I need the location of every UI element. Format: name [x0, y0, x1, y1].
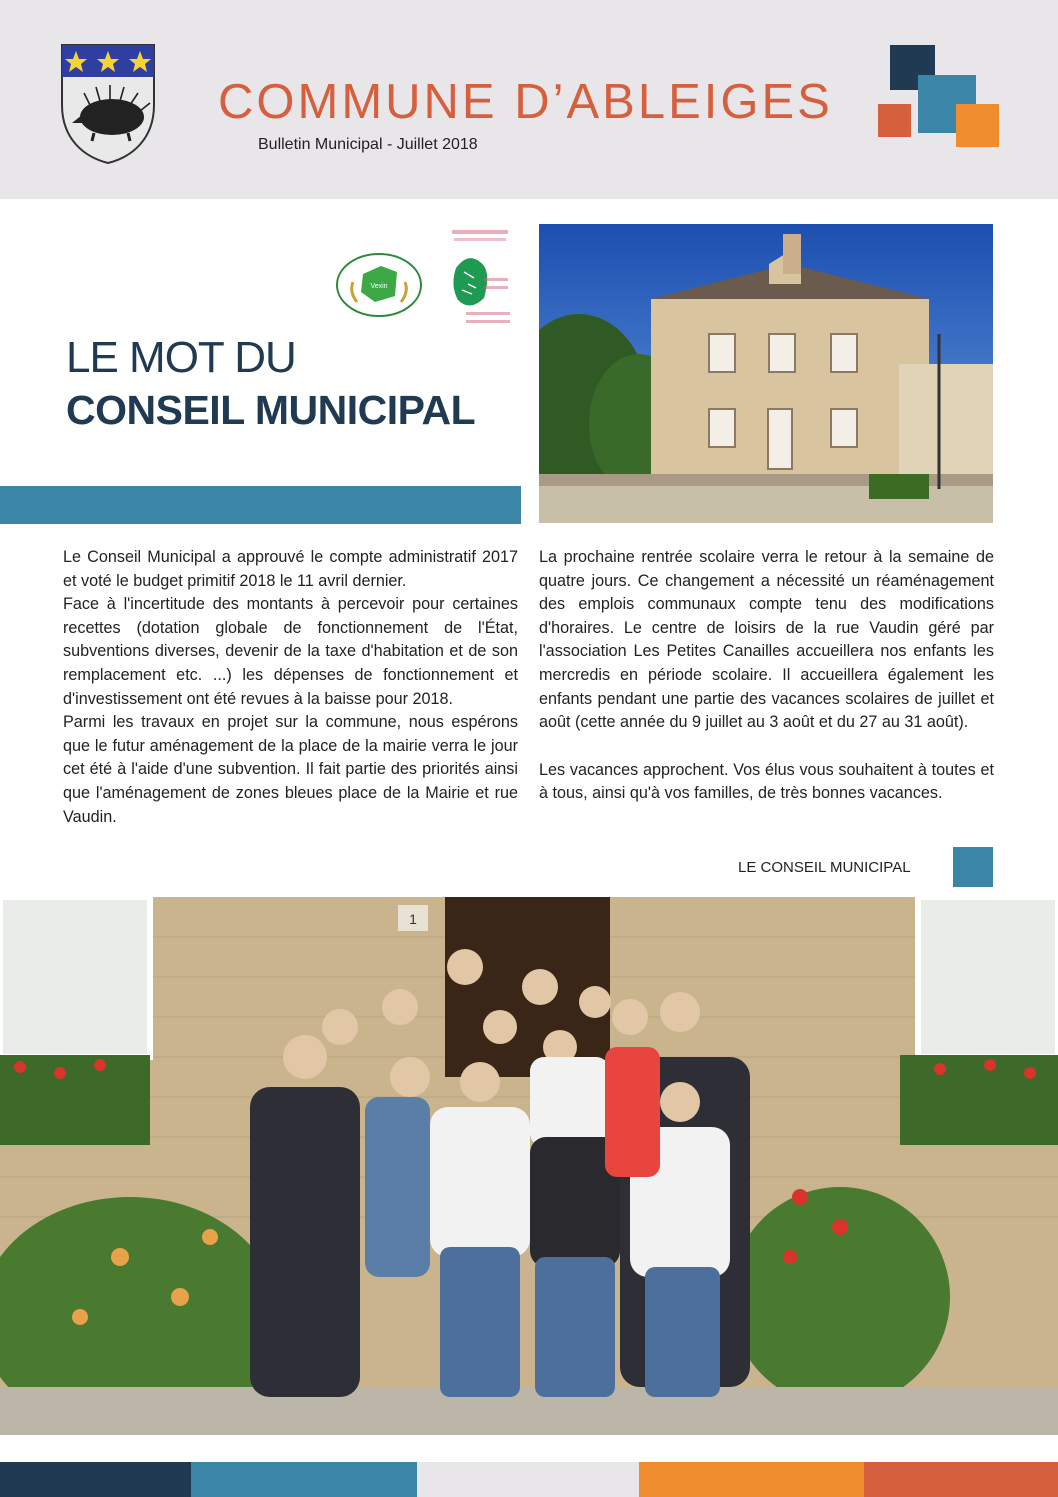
bulletin-subtitle: Bulletin Municipal - Juillet 2018 [258, 136, 478, 153]
town-hall-photo [539, 224, 993, 523]
article-paragraph: La prochaine rentrée scolaire verra le retour à la semaine de quatre jours. Ce changement a nécessité un réaménagement des emplois communaux compte tenu des modifications d'horaires. Le centre de loisirs de la rue Vaudin géré par l'association Les Petites Canailles accueillera nos enfants les mercredis en période scolaire. Il accueillera également les enfants pendant une partie des vacances scolaires de juillet et août (cette année du 9 juillet au 3 août et du 27 au 31 août). [539, 548, 994, 732]
article-paragraph: Le Conseil Municipal a approuvé le compte administratif 2017 et voté le budget primitif 2018 le 11 avril dernier. [63, 548, 518, 590]
section-heading-line1: LE MOT DU [66, 333, 296, 382]
heading-accent-bar [0, 486, 521, 524]
footer-band-grey [417, 1462, 639, 1497]
article-paragraph: Face à l'incertitude des montants à percevoir pour certaines recettes (dotation globale de fonctionnement de l'État, subventions diverses, devenir de la taxe d'habitation et de son remplacement etc. ...) les dépenses de fonctionnement et d'investissement ont été revues à la baisse pour 2018. [63, 595, 518, 708]
parc-vexin-logo-icon [444, 228, 516, 336]
council-group-photo [0, 897, 1058, 1435]
door-number: 1 [409, 911, 417, 927]
article-paragraph: Parmi les travaux en projet sur la commune, nous espérons que le futur aménagement de la place de la mairie verra le jour cet été à l'aide d'une subvention. Il fait partie des priorités ainsi que l'aménagement de zones bleues place de la Mairie et rue Vaudin. [63, 713, 518, 826]
page-title: COMMUNE D’ABLEIGES [218, 75, 833, 129]
footer-band-blue [191, 1462, 417, 1497]
footer-band-orange [639, 1462, 864, 1497]
decorative-squares-icon [870, 42, 1005, 152]
footer-band-navy [0, 1462, 191, 1497]
section-heading-line2: CONSEIL MUNICIPAL [66, 387, 476, 433]
footer-band-red [864, 1462, 1058, 1497]
article-signature: LE CONSEIL MUNICIPAL [738, 859, 911, 876]
coat-of-arms-icon [60, 43, 156, 165]
article-left-column [63, 546, 518, 829]
signature-accent-square [953, 847, 993, 887]
article-paragraph: Les vacances approchent. Vos élus vous souhaitent à toutes et à tous, ainsi qu'à vos familles, de très bonnes vacances. [539, 760, 994, 803]
svg-text:Vexin: Vexin [370, 283, 388, 290]
article-right-column [539, 546, 994, 806]
vexin-centre-logo-icon [335, 252, 423, 318]
